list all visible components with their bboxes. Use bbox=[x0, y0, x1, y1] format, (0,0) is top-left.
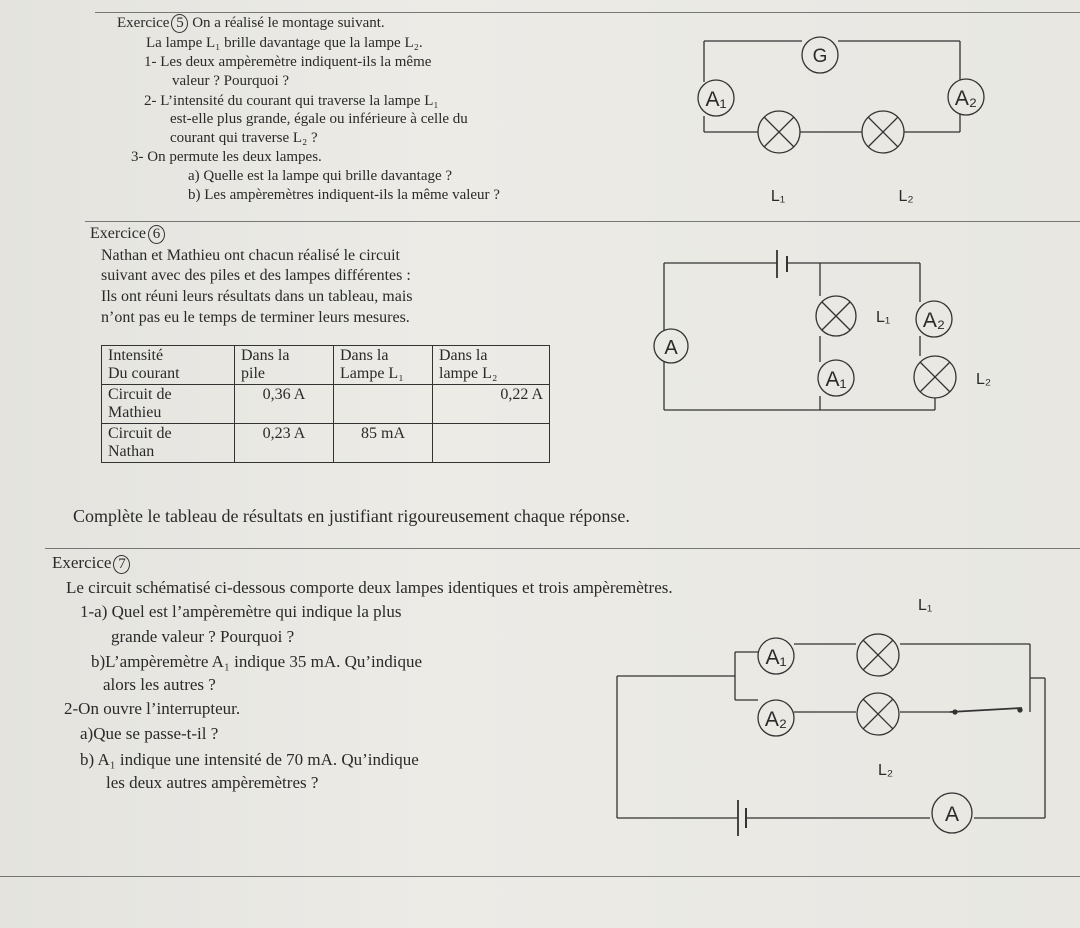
lamp-l2-symbol bbox=[857, 693, 899, 735]
ex5-q1b: valeur ? Pourquoi ? bbox=[172, 73, 290, 89]
ex7-q1d: alors les autres ? bbox=[103, 675, 216, 694]
ex7-a-label: A bbox=[944, 803, 960, 826]
ex6-circuit bbox=[654, 250, 956, 410]
ex7-l2-label: L₂ bbox=[878, 762, 894, 779]
lamp-l1-symbol bbox=[857, 634, 899, 676]
ex5-q3a: a) Quelle est la lampe qui brille davantage ? bbox=[188, 168, 453, 184]
table-cell: Circuit de Nathan bbox=[102, 424, 235, 463]
ex5-g-label: G bbox=[812, 46, 828, 67]
lamp-l2-symbol bbox=[862, 111, 904, 153]
ex7-label: Exercice bbox=[52, 553, 112, 572]
lamp-l1-symbol bbox=[758, 111, 800, 153]
ex5-q2b: est-elle plus grande, égale ou inférieure à celle du bbox=[170, 111, 468, 127]
ex5-circuit bbox=[698, 37, 984, 153]
ex5-intro: On a réalisé le montage suivant. bbox=[192, 15, 385, 31]
ex5-a2-label: A₂ bbox=[954, 87, 978, 110]
ex6-p2: suivant avec des piles et des lampes différentes : bbox=[101, 267, 411, 284]
table-cell: 0,22 A bbox=[433, 385, 550, 424]
ex5-number: 5 bbox=[171, 14, 188, 33]
ex7-a2-label: A₂ bbox=[764, 708, 788, 731]
ex6-l2-label: L₂ bbox=[976, 371, 992, 388]
ex5-q3: 3- On permute les deux lampes. bbox=[131, 149, 322, 165]
ex5-q2c: courant qui traverse L₂ ? bbox=[170, 130, 318, 146]
ex6-a1-label: A₁ bbox=[825, 368, 847, 391]
ex5-label: Exercice bbox=[117, 15, 170, 31]
ex6-instruction: Complète le tableau de résultats en justifiant rigoureusement chaque réponse. bbox=[73, 506, 630, 526]
ex5-line1: La lampe L₁ brille davantage que la lampe L₂. bbox=[146, 35, 423, 51]
ex6-a2-label: A₂ bbox=[922, 309, 946, 332]
ex7-q1c: b)L’ampèremètre A₁ indique 35 mA. Qu’indique bbox=[91, 652, 423, 671]
ex6-p1: Nathan et Mathieu ont chacun réalisé le circuit bbox=[101, 247, 400, 264]
ex5-q1a: 1- Les deux ampèremètre indiquent-ils la même bbox=[144, 54, 432, 70]
ex7-number: 7 bbox=[113, 555, 130, 574]
table-cell: 0,36 A bbox=[235, 385, 334, 424]
ex7-circuit bbox=[617, 634, 1045, 836]
ex7-intro: Le circuit schématisé ci-dessous comporte deux lampes identiques et trois ampèremètres. bbox=[66, 578, 673, 597]
table-cell: Circuit de Mathieu bbox=[102, 385, 235, 424]
ex7-q2: 2-On ouvre l’interrupteur. bbox=[64, 699, 241, 718]
lamp-l2-symbol bbox=[914, 356, 956, 398]
ex5-q2a: 2- L’intensité du courant qui traverse la lampe L₁ bbox=[144, 93, 439, 109]
ex5-a1-label: A₁ bbox=[705, 88, 727, 111]
ex7-q2c: les deux autres ampèremètres ? bbox=[106, 773, 319, 792]
ex6-l1-label: L₁ bbox=[876, 309, 891, 326]
table-cell: 85 mA bbox=[334, 424, 433, 463]
ex6-label: Exercice bbox=[90, 225, 146, 242]
table-cell: Dans la Lampe L₁ bbox=[334, 346, 433, 385]
table-cell: Dans la lampe L₂ bbox=[433, 346, 550, 385]
ex7-l1-label: L₁ bbox=[918, 597, 933, 614]
ex6-a-label: A bbox=[664, 337, 678, 359]
ex7-q1a: 1-a) Quel est l’ampèremètre qui indique la plus bbox=[80, 602, 402, 621]
ex7-q2a: a)Que se passe-t-il ? bbox=[80, 724, 219, 743]
open-switch-symbol bbox=[950, 708, 1022, 714]
ex6-p3: Ils ont réuni leurs résultats dans un tableau, mais bbox=[101, 288, 413, 305]
table-cell: 0,23 A bbox=[235, 424, 334, 463]
ex7-q1b: grande valeur ? Pourquoi ? bbox=[111, 627, 295, 646]
ex6-p4: n’ont pas eu le temps de terminer leurs mesures. bbox=[101, 309, 410, 326]
ex6-number: 6 bbox=[148, 225, 165, 244]
ex7-a1-label: A₁ bbox=[765, 646, 787, 669]
ex5-q3b: b) Les ampèremètres indiquent-ils la même valeur ? bbox=[188, 187, 500, 203]
ex7-q2b: b) A₁ indique une intensité de 70 mA. Qu’indique bbox=[80, 750, 419, 769]
lamp-l1-symbol bbox=[816, 296, 856, 336]
ex5-l2-label: L₂ bbox=[898, 188, 914, 205]
table-cell: Dans la pile bbox=[235, 346, 334, 385]
ex5-l1-label: L₁ bbox=[770, 188, 786, 205]
table-cell: Intensité Du courant bbox=[102, 346, 235, 385]
